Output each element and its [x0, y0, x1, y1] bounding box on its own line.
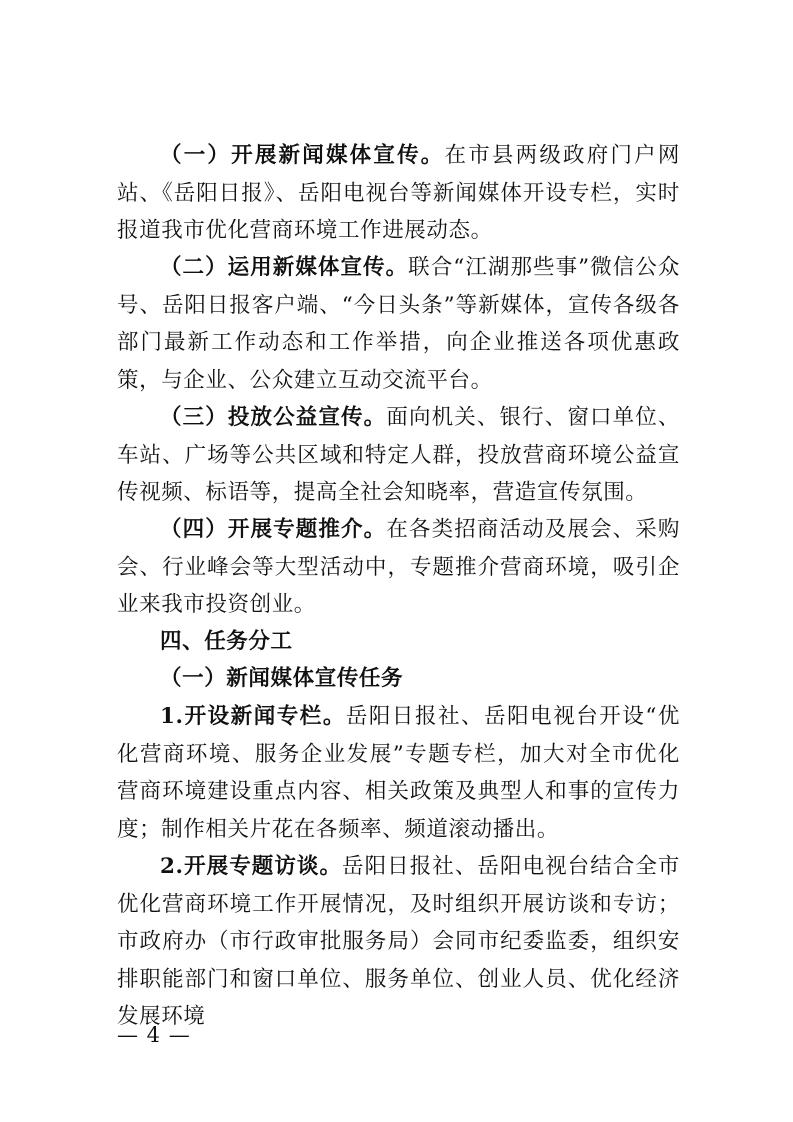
- paragraph-lead: 1.开设新闻专栏。: [160, 704, 346, 729]
- paragraph-special-promotion: [117, 511, 680, 624]
- page-number: — 4 —: [117, 1023, 191, 1047]
- paragraph-body: 在各类招商活动及展会、采购会、行业峰会等大型活动中，专题推介营商环境，吸引企业来我市投资创业。: [117, 517, 680, 617]
- paragraph-body: 在市县两级政府门户网站、《岳阳日报》、岳阳电视台等新闻媒体开设专栏，实时报道我市优化营商环境工作进展动态。: [117, 143, 680, 243]
- paragraph-news-media-publicity: [117, 137, 680, 250]
- paragraph-body: 面向机关、银行、窗口单位、车站、广场等公共区域和特定人群，投放营商环境公益宣传视频、标语等，提高全社会知晓率，营造宣传氛围。: [117, 405, 680, 505]
- paragraph-new-media-publicity: [117, 249, 680, 399]
- paragraph-body: 岳阳日报社、岳阳电视台开设“优化营商环境、服务企业发展”专题专栏，加大对全市优化营商环境建设重点内容、相关政策及典型人和事的宣传力度；制作相关片花在各频率、频道滚动播出。: [117, 704, 680, 842]
- paragraph-news-column: [117, 698, 680, 848]
- paragraph-lead: （一）开展新闻媒体宣传。: [160, 143, 445, 168]
- section-heading-task-division: 四、任务分工: [160, 629, 293, 654]
- paragraph-lead: （二）运用新媒体宣传。: [160, 255, 409, 280]
- paragraph-special-interviews: [117, 848, 680, 1036]
- paragraph-body: 联合“江湖那些事”微信公众号、岳阳日报客户端、“今日头条”等新媒体，宣传各级各部门最新工作动态和工作举措，向企业推送各项优惠政策，与企业、公众建立互动交流平台。: [117, 255, 680, 393]
- paragraph-body: 岳阳日报社、岳阳电视台结合全市优化营商环境工作开展情况，及时组织开展访谈和专访；市政府办（市行政审批服务局）会同市纪委监委，组织安排职能部门和窗口单位、服务单位、创业人员、优化经济发展环境: [117, 854, 680, 1029]
- paragraph-lead: 2.开展专题访谈。: [160, 854, 343, 879]
- paragraph-lead: （三）投放公益宣传。: [160, 405, 387, 430]
- paragraph-lead: （四）开展专题推介。: [160, 517, 387, 542]
- paragraph-public-welfare-publicity: [117, 399, 680, 512]
- subheading-news-media-tasks: （一）新闻媒体宣传任务: [160, 666, 404, 691]
